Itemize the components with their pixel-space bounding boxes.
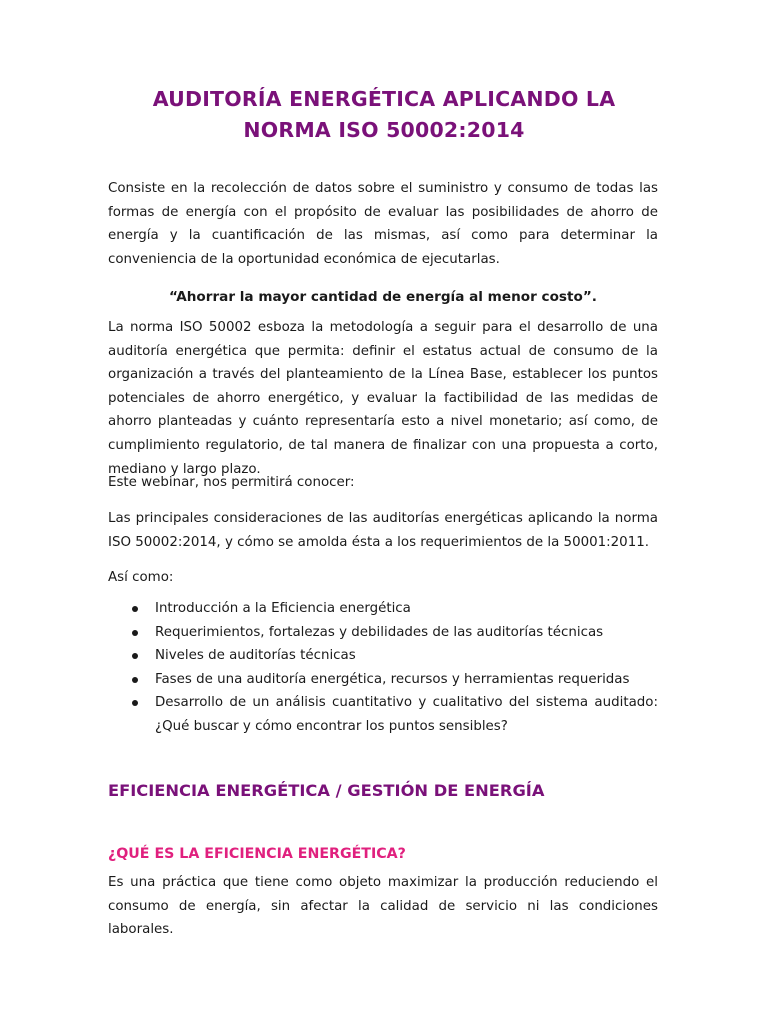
title-line-2: NORMA ISO 50002:2014 xyxy=(243,118,525,142)
list-item-text: Fases de una auditoría energética, recursos y herramientas requeridas xyxy=(155,671,630,687)
section-heading: EFICIENCIA ENERGÉTICA / GESTIÓN DE ENERGÍA xyxy=(108,781,545,800)
definition-paragraph: Es una práctica que tiene como objeto maximizar la producción reduciendo el consumo de energía, sin afectar la calidad de servicio ni las condiciones laborales. xyxy=(108,875,658,938)
list-item-text: Requerimientos, fortalezas y debilidades de las auditorías técnicas xyxy=(155,624,604,640)
quote-text: “Ahorrar la mayor cantidad de energía al menor costo”. xyxy=(169,289,597,305)
list-item xyxy=(108,621,658,645)
bullet-icon xyxy=(132,677,138,683)
intro-paragraph: Consiste en la recolección de datos sobre el suministro y consumo de todas las formas de energía con el propósito de evaluar las posibilidades de ahorro de energía y la cuantificación de las mismas, así como para determinar la conveniencia de la oportunidad económica de ejecutarlas. xyxy=(108,181,658,267)
title-line-1: AUDITORÍA ENERGÉTICA APLICANDO LA xyxy=(152,87,616,111)
topics-list xyxy=(108,597,658,739)
bullet-icon xyxy=(132,606,138,612)
norma-paragraph: La norma ISO 50002 esboza la metodología a seguir para el desarrollo de una auditoría energética que permita: definir el estatus actual de consumo de la organización a través del planteamiento de la Línea Base, establecer los puntos potenciales de ahorro energético, y evaluar la factibilidad de las medidas de ahorro planteadas y cuánto representaría esto a nivel monetario; así como, de cumplimiento regulatorio, de tal manera de finalizar con una propuesta a corto, mediano y largo plazo. xyxy=(108,320,658,477)
bullet-icon xyxy=(132,653,138,659)
list-item-text: Desarrollo de un análisis cuantitativo y cualitativo del sistema auditado: ¿Qué buscar y cómo encontrar los puntos sensibles? xyxy=(155,695,658,734)
list-item xyxy=(108,597,658,621)
bullet-icon xyxy=(132,700,138,706)
document-title xyxy=(100,84,668,146)
webinar-line: Este webinar, nos permitirá conocer: xyxy=(108,475,355,490)
list-item-text: Introducción a la Eficiencia energética xyxy=(155,601,411,616)
list-item-text: Niveles de auditorías técnicas xyxy=(155,648,356,664)
list-item xyxy=(108,644,658,668)
bullet-icon xyxy=(132,630,138,636)
asi-como-line: Así como: xyxy=(108,570,174,585)
principales-paragraph: Las principales consideraciones de las auditorías energéticas aplicando la norma ISO 50002:2014, y cómo se amolda ésta a los requerimientos de la 50001:2011. xyxy=(108,511,658,550)
list-item xyxy=(108,691,658,738)
list-item xyxy=(108,668,658,692)
subheading: ¿QUÉ ES LA EFICIENCIA ENERGÉTICA? xyxy=(108,846,406,862)
